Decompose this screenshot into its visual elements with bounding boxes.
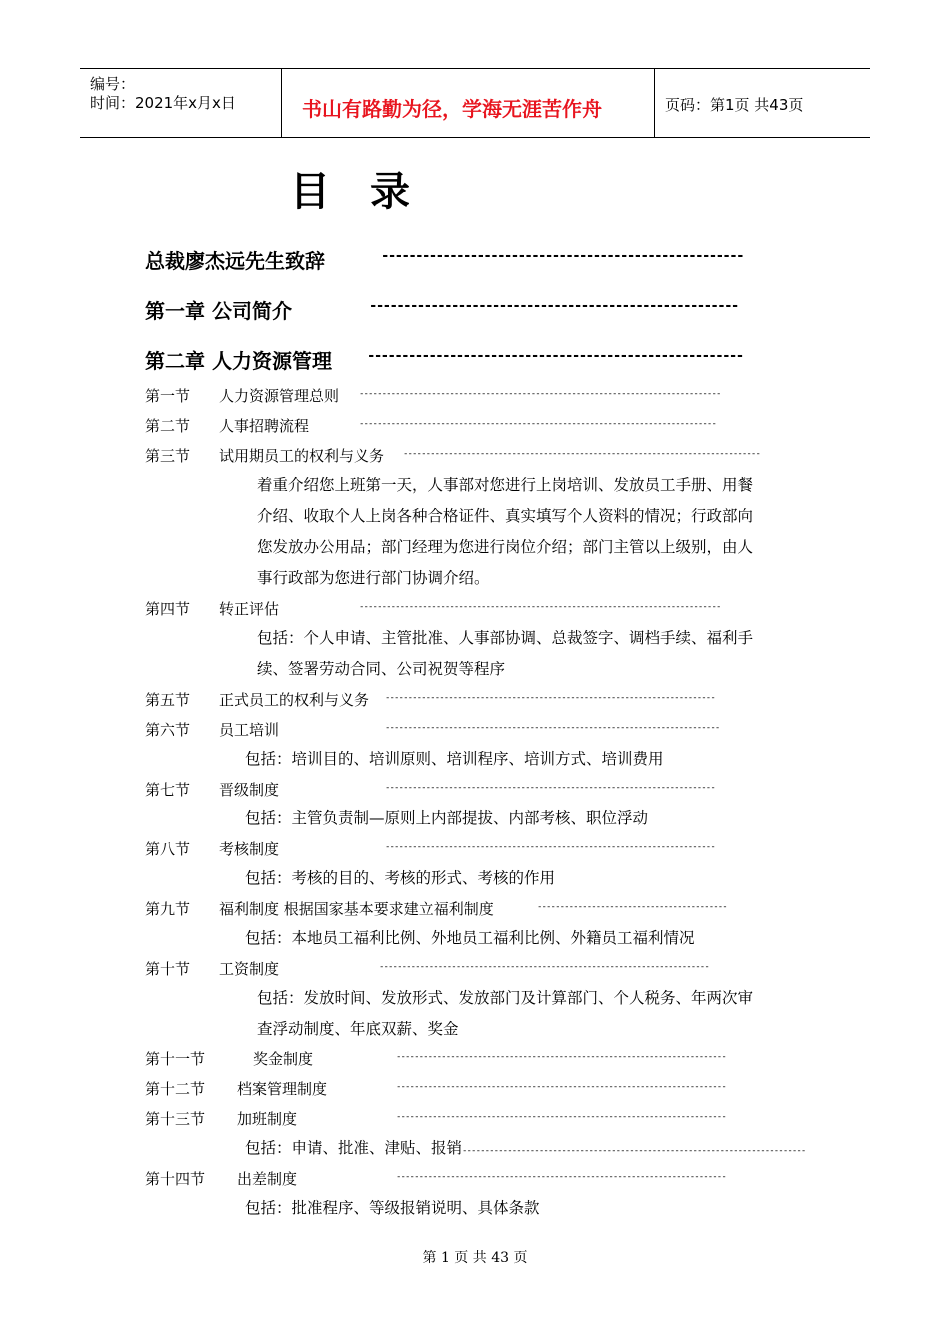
header-motto-cell <box>282 69 655 137</box>
toc-section-name: 转正评估 <box>219 600 280 618</box>
toc-section-7[interactable] <box>145 779 715 800</box>
toc-section-12[interactable] <box>145 1078 726 1099</box>
toc-section-name: 人事招聘流程 <box>219 417 310 435</box>
toc-section-num: 第一节 <box>145 387 191 405</box>
toc-chapter-label: 总裁廖杰远先生致辞 <box>145 249 325 273</box>
toc-chapter-label: 第一章 公司简介 <box>145 299 292 323</box>
toc-section-num: 第三节 <box>145 447 191 465</box>
toc-section-5[interactable] <box>145 689 715 710</box>
toc-section-num: 第四节 <box>145 600 191 618</box>
section-13-description <box>245 1133 805 1167</box>
section-3-description <box>257 470 753 594</box>
description-line: 包括：发放时间、发放形式、发放部门及计算部门、个人税务、年两次审 <box>257 989 754 1007</box>
header-motto: 书山有路勤为径，学海无涯苦作舟 <box>302 97 602 121</box>
toc-section-10[interactable] <box>145 958 709 979</box>
description-line: 介绍、收取个人上岗各种合格证件、真实填写个人资料的情况；行政部向 <box>257 507 754 525</box>
doc-number-label: 编号： <box>90 75 136 93</box>
toc-section-num: 第六节 <box>145 721 191 739</box>
toc-section-num: 第二节 <box>145 417 191 435</box>
toc-leader: -------------------------------------------------------------------------------- <box>359 389 721 399</box>
description-line: 查浮动制度、年底双薪、奖金 <box>257 1020 459 1038</box>
toc-leader: ------------------------------------------------------------------------- <box>385 842 715 852</box>
toc-leader: ------------------------------------------------------------------------- <box>379 962 709 972</box>
description-line: 着重介绍您上班第一天，人事部对您进行上岗培训、发放员工手册、用餐 <box>257 476 754 494</box>
toc-section-name: 考核制度 <box>219 840 280 858</box>
toc-section-name: 档案管理制度 <box>237 1080 328 1098</box>
toc-section-8[interactable] <box>145 838 715 859</box>
toc-section-13[interactable] <box>145 1108 726 1129</box>
header-page-cell <box>655 69 870 137</box>
description-line: 事行政部为您进行部门协调介绍。 <box>257 569 490 587</box>
toc-section-11[interactable] <box>145 1048 726 1069</box>
toc-section-num: 第八节 <box>145 840 191 858</box>
toc-section-14[interactable] <box>145 1168 726 1189</box>
toc-section-name: 福利制度 根据国家基本要求建立福利制度 <box>219 900 494 918</box>
toc-section-name: 晋级制度 <box>219 781 280 799</box>
toc-leader: ------------------------------------------ <box>537 902 727 912</box>
section-8-description: 包括：考核的目的、考核的形式、考核的作用 <box>245 869 556 887</box>
toc-chapter-1[interactable] <box>145 295 738 324</box>
toc-leader: ------------------------------------------------------------------------- <box>396 1172 726 1182</box>
toc-section-4[interactable] <box>145 598 721 619</box>
toc-section-name: 加班制度 <box>237 1110 298 1128</box>
header-meta-cell <box>80 69 282 137</box>
toc-section-9[interactable] <box>145 898 727 919</box>
toc-section-1[interactable] <box>145 385 721 406</box>
toc-section-num: 第五节 <box>145 691 191 709</box>
toc-leader: ------------------------------------------------------------------------------- <box>359 419 716 429</box>
toc-leader: ------------------------------------------------------------------------- <box>385 783 715 793</box>
toc-leader: ------------------------------------------------------ <box>369 298 738 314</box>
toc-section-num: 第十一节 <box>145 1050 206 1068</box>
toc-leader: ------------------------------------------------------- <box>367 348 743 364</box>
section-10-description <box>257 983 753 1045</box>
section-4-description <box>257 623 753 685</box>
toc-section-num: 第十二节 <box>145 1080 206 1098</box>
toc-section-name: 员工培训 <box>219 721 280 739</box>
toc-leader: ------------------------------------------------------------------------------- <box>403 449 760 459</box>
description-line: 续、签署劳动合同、公司祝贺等程序 <box>257 660 506 678</box>
description-line: 包括：个人申请、主管批准、人事部协调、总裁签字、调档手续、福利手 <box>257 629 754 647</box>
toc-section-6[interactable] <box>145 719 720 740</box>
toc-leader: ----------------------------------------------------- <box>381 248 743 264</box>
toc-section-name: 出差制度 <box>237 1170 298 1188</box>
toc-section-num: 第十三节 <box>145 1110 206 1128</box>
page-title: 目录 <box>290 169 450 215</box>
toc-section-name: 奖金制度 <box>253 1050 314 1068</box>
description-line: 您发放办公用品；部门经理为您进行岗位介绍；部门主管以上级别，由人 <box>257 538 754 556</box>
toc-section-num: 第九节 <box>145 900 191 918</box>
toc-leader: ------------------------------------------------------------------------- <box>396 1052 726 1062</box>
toc-leader: ------------------------------------------------------------------------- <box>385 693 715 703</box>
toc-section-name: 试用期员工的权利与义务 <box>219 447 385 465</box>
page-header <box>80 68 870 138</box>
description-text: 包括：申请、批准、津贴、报销 <box>245 1139 463 1157</box>
section-9-description: 包括：本地员工福利比例、外地员工福利比例、外籍员工福利情况 <box>245 929 695 947</box>
toc-leader: ------------------------------------------------------------------------- <box>396 1112 726 1122</box>
toc-section-name: 正式员工的权利与义务 <box>219 691 370 709</box>
section-7-description: 包括：主管负责制—原则上内部提拔、内部考核、职位浮动 <box>245 809 649 827</box>
toc-leader: -------------------------------------------------------------------------------- <box>359 602 721 612</box>
toc-section-3[interactable] <box>145 445 760 466</box>
toc-leader: ------------------------------------------------------------------------- <box>396 1082 726 1092</box>
toc-chapter-2[interactable] <box>145 345 743 374</box>
toc-chapter-0[interactable] <box>145 245 743 274</box>
section-14-description: 包括：批准程序、等级报销说明、具体条款 <box>245 1199 540 1217</box>
toc-section-name: 工资制度 <box>219 960 280 978</box>
header-page-info: 页码：第1页 共43页 <box>665 96 804 114</box>
toc-leader: ---------------------------------------------------------------------------- <box>462 1146 806 1156</box>
page-footer: 第 1 页 共 43 页 <box>422 1250 528 1266</box>
toc-section-2[interactable] <box>145 415 716 436</box>
toc-leader: -------------------------------------------------------------------------- <box>385 723 720 733</box>
toc-section-num: 第七节 <box>145 781 191 799</box>
toc-chapter-label: 第二章 人力资源管理 <box>145 349 332 373</box>
toc-section-name: 人力资源管理总则 <box>219 387 340 405</box>
toc-section-num: 第十节 <box>145 960 191 978</box>
toc-section-num: 第十四节 <box>145 1170 206 1188</box>
doc-time-label: 时间：2021年x月x日 <box>90 94 236 112</box>
section-6-description: 包括：培训目的、培训原则、培训程序、培训方式、培训费用 <box>245 750 664 768</box>
